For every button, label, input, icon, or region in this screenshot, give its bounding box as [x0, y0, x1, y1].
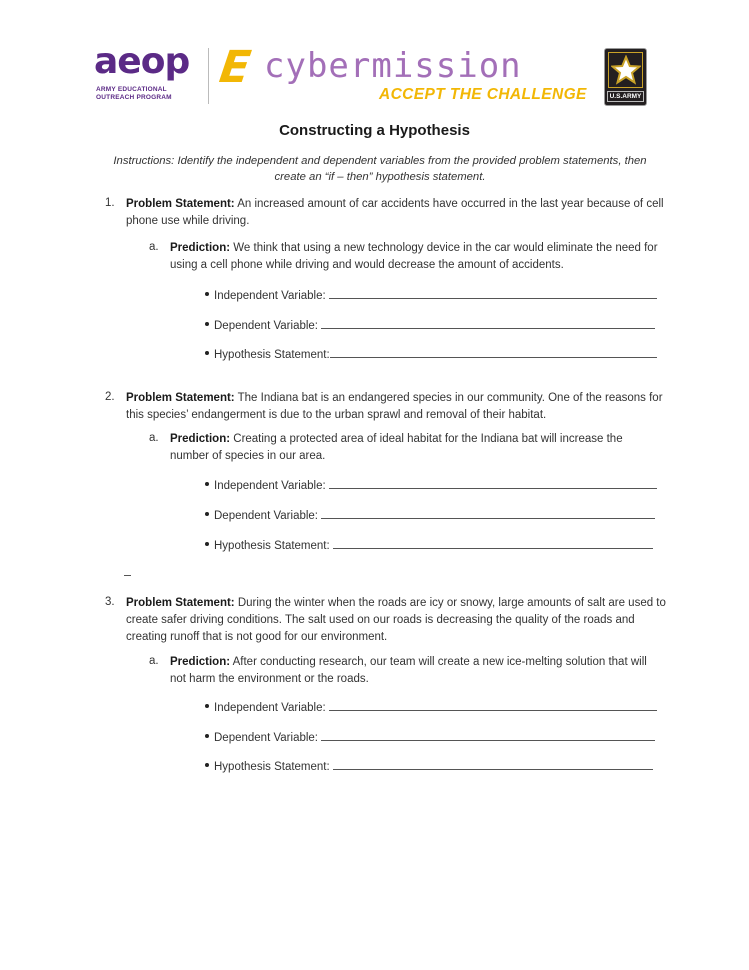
aeop-logo: [92, 42, 202, 108]
instructions: Instructions: Identify the independent and dependent variables from the provided problem statements, then create an “if – then” hypothesis statement.: [113, 155, 647, 183]
field-label: Independent Variable:: [214, 290, 326, 302]
problem-statement: [126, 196, 666, 230]
independent-variable-blank[interactable]: [329, 288, 657, 299]
dependent-variable-blank[interactable]: [321, 508, 655, 519]
problem-label: Problem Statement:: [126, 392, 235, 404]
prediction: [170, 240, 660, 274]
stray-dash: [124, 575, 131, 576]
prediction-label: Prediction:: [170, 656, 231, 668]
problem-text: The Indiana bat is an endangered species in our community. One of the reasons for this species’ endangerment is due to the urban sprawl and removal of their habitat.: [126, 392, 663, 421]
item-number: 1.: [105, 197, 115, 209]
dependent-variable-field: [205, 730, 655, 744]
prediction-marker: a.: [149, 655, 159, 667]
prediction-text: We think that using a new technology device in the car would eliminate the need for using a cell phone while driving and would decrease the amount of accidents.: [170, 242, 658, 271]
prediction-label: Prediction:: [170, 433, 231, 445]
aeop-subtitle: [96, 86, 172, 102]
header-logos: [92, 42, 652, 108]
prediction-label: Prediction:: [170, 242, 231, 254]
prediction-text: Creating a protected area of ideal habitat for the Indiana bat will increase the number of species in our area.: [170, 433, 623, 462]
bullet-icon: [205, 292, 209, 296]
hypothesis-statement-blank[interactable]: [333, 759, 653, 770]
field-label: Hypothesis Statement:: [214, 540, 330, 552]
us-army-logo: [604, 48, 647, 106]
problem-text: During the winter when the roads are icy or snowy, large amounts of salt are used to create safer driving conditions. The salt used on our roads is decreasing the quality of the roads and creating runoff that is not good for our environment.: [126, 597, 666, 643]
independent-variable-field: [205, 700, 657, 714]
field-label: Hypothesis Statement:: [214, 761, 330, 773]
dependent-variable-field: [205, 508, 655, 522]
independent-variable-blank[interactable]: [329, 700, 657, 711]
bullet-icon: [205, 542, 209, 546]
bullet-icon: [205, 482, 209, 486]
independent-variable-blank[interactable]: [329, 478, 657, 489]
army-star-icon: [608, 52, 643, 88]
bullet-icon: [205, 322, 209, 326]
bullet-icon: [205, 734, 209, 738]
dependent-variable-blank[interactable]: [321, 730, 655, 741]
prediction-marker: a.: [149, 241, 159, 253]
problem-text: An increased amount of car accidents have occurred in the last year because of cell phone use while driving.: [126, 198, 664, 227]
field-label: Dependent Variable:: [214, 732, 318, 744]
hypothesis-statement-field: [205, 759, 653, 773]
field-label: Dependent Variable:: [214, 510, 318, 522]
aeop-wordmark: aeop: [94, 41, 190, 82]
prediction: [170, 654, 660, 688]
hypothesis-statement-blank[interactable]: [330, 347, 657, 358]
ecybermission-e-icon: E: [216, 42, 254, 93]
field-label: Independent Variable:: [214, 480, 326, 492]
tagline: ACCEPT THE CHALLENGE: [379, 86, 587, 103]
hypothesis-statement-field: [205, 538, 653, 552]
problem-statement: [126, 390, 666, 424]
field-label: Independent Variable:: [214, 702, 326, 714]
independent-variable-field: [205, 288, 657, 302]
prediction-text: After conducting research, our team will create a new ice-melting solution that will not harm the environment or the roads.: [170, 656, 647, 685]
hypothesis-statement-blank[interactable]: [333, 538, 653, 549]
bullet-icon: [205, 512, 209, 516]
aeop-subtitle-line2: OUTREACH PROGRAM: [96, 94, 172, 101]
page-title: Constructing a Hypothesis: [279, 122, 470, 139]
dependent-variable-blank[interactable]: [321, 318, 655, 329]
field-label: Hypothesis Statement:: [214, 349, 330, 361]
aeop-subtitle-line1: ARMY EDUCATIONAL: [96, 86, 167, 93]
logo-divider: [208, 48, 209, 104]
hypothesis-statement-field: [205, 347, 657, 361]
item-number: 2.: [105, 391, 115, 403]
army-label: U.S.ARMY: [607, 91, 644, 102]
problem-label: Problem Statement:: [126, 198, 235, 210]
ecybermission-wordmark: cybermission: [264, 46, 522, 86]
prediction-marker: a.: [149, 432, 159, 444]
dependent-variable-field: [205, 318, 655, 332]
field-label: Dependent Variable:: [214, 320, 318, 332]
independent-variable-field: [205, 478, 657, 492]
bullet-icon: [205, 351, 209, 355]
item-number: 3.: [105, 596, 115, 608]
bullet-icon: [205, 704, 209, 708]
bullet-icon: [205, 763, 209, 767]
prediction: [170, 431, 660, 465]
problem-statement: [126, 595, 666, 646]
problem-label: Problem Statement:: [126, 597, 235, 609]
